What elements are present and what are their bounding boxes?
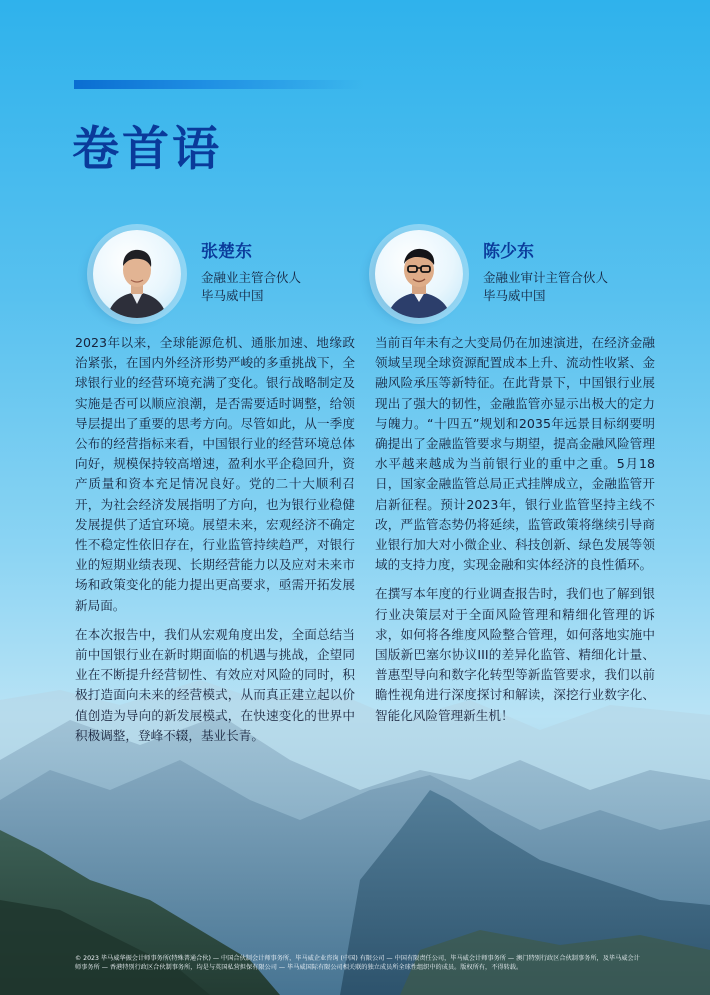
paragraph: 在撰写本年度的行业调查报告时，我们也了解到银行业决策层对于全面风险管理和精细化管理的诉求，如何将各维度风险整合管理，如何落地实施中国版新巴塞尔协议III的差异化监管、精细化计量、普惠型导向和数字化转型等新监管要求，我们以前瞻性视角进行深度探讨和解读，深挖行业数字化、智能化风险管理新生机！ bbox=[375, 586, 655, 723]
paragraph: 在本次报告中，我们从宏观角度出发，全面总结当前中国银行业在新时期面临的机遇与挑战，企望同业在不断提升经营韧性、有效应对风险的同时，积极打造面向未来的经营模式，从而真正建立起以价值创造为导向的新发展模式，在快速变化的世界中积极调整，登峰不辍，基业长青。 bbox=[75, 626, 355, 743]
paragraph: 当前百年未有之大变局仍在加速演进，在经济金融领域呈现全球资源配置成本上升、流动性收紧、金融风险承压等新特征。在此背景下，中国银行业展现出了强大的韧性，金融监管亦显示出极大的定力与魄力。“十四五”规划和2035年远景目标纲要明确提出了金融监管要求与期望，提高金融风险管理水平越来越成为当前银行业的重中之重。5月18日，国家金融监管总局正式挂牌成立，金融监管开启新征程。预计2023年，银行业监管坚持主线不改，严监管态势仍将延续，监管政策将继续引导商业银行加大对小微企业、科技创新、绿色发展等领域的支持力度，实现金融和实体经济的良性循环。 bbox=[375, 335, 655, 573]
profile-role: 金融业主管合伙人 bbox=[201, 270, 302, 285]
avatar bbox=[375, 230, 463, 318]
portrait-man-icon bbox=[93, 230, 181, 318]
portrait-man-glasses-icon bbox=[375, 230, 463, 318]
left-column bbox=[75, 333, 355, 755]
paragraph: 2023年以来，全球能源危机、通胀加速、地缘政治紧张，在国内外经济形势严峻的多重挑战下，全球银行业的经营环境充满了变化。银行战略制定及实施是否可以顺应浪潮，是否需要适时调整，给领导层提出了重要的思考方向。尽管如此，从一季度公布的经营指标来看，中国银行业的经营环境总体向好，规模保持较高增速，盈利水平企稳回升，资产质量和资本充足情况良好。党的二十大顺利召开，为社会经济发展指明了方向，也为银行业稳健发展提供了适宜环境。展望未来，宏观经济不确定性不稳定性依旧存在，行业监管持续趋严，对银行业的短期业绩表现、长期经营能力以及应对未来市场和政策变化的能力提出更高要求，亟需开拓发展新局面。 bbox=[75, 335, 355, 613]
profile-org: 毕马威中国 bbox=[201, 288, 264, 303]
right-column bbox=[375, 333, 655, 735]
profile-name: 张楚东 bbox=[201, 242, 252, 262]
page-title: 卷首语 bbox=[72, 122, 222, 177]
copyright-footer: © 2023 毕马威华振会计师事务所(特殊普通合伙) — 中国合伙制会计师事务所，毕马威企业咨询 (中国) 有限公司 — 中国有限责任公司，毕马威会计师事务所 — 澳门特别行政区合伙制事务所，及毕马威会计师事务所 — 香港特别行政区合伙制事务所，均是与英国私营担保有限公司 — 毕马威国际有限公司相关联的独立成员所全球性组织中的成员。版权所有，不得转载。 bbox=[75, 955, 640, 971]
profile-role: 金融业审计主管合伙人 bbox=[483, 270, 609, 285]
avatar bbox=[93, 230, 181, 318]
accent-bar bbox=[74, 80, 364, 89]
profile-name: 陈少东 bbox=[483, 242, 534, 262]
profile-org: 毕马威中国 bbox=[483, 288, 546, 303]
